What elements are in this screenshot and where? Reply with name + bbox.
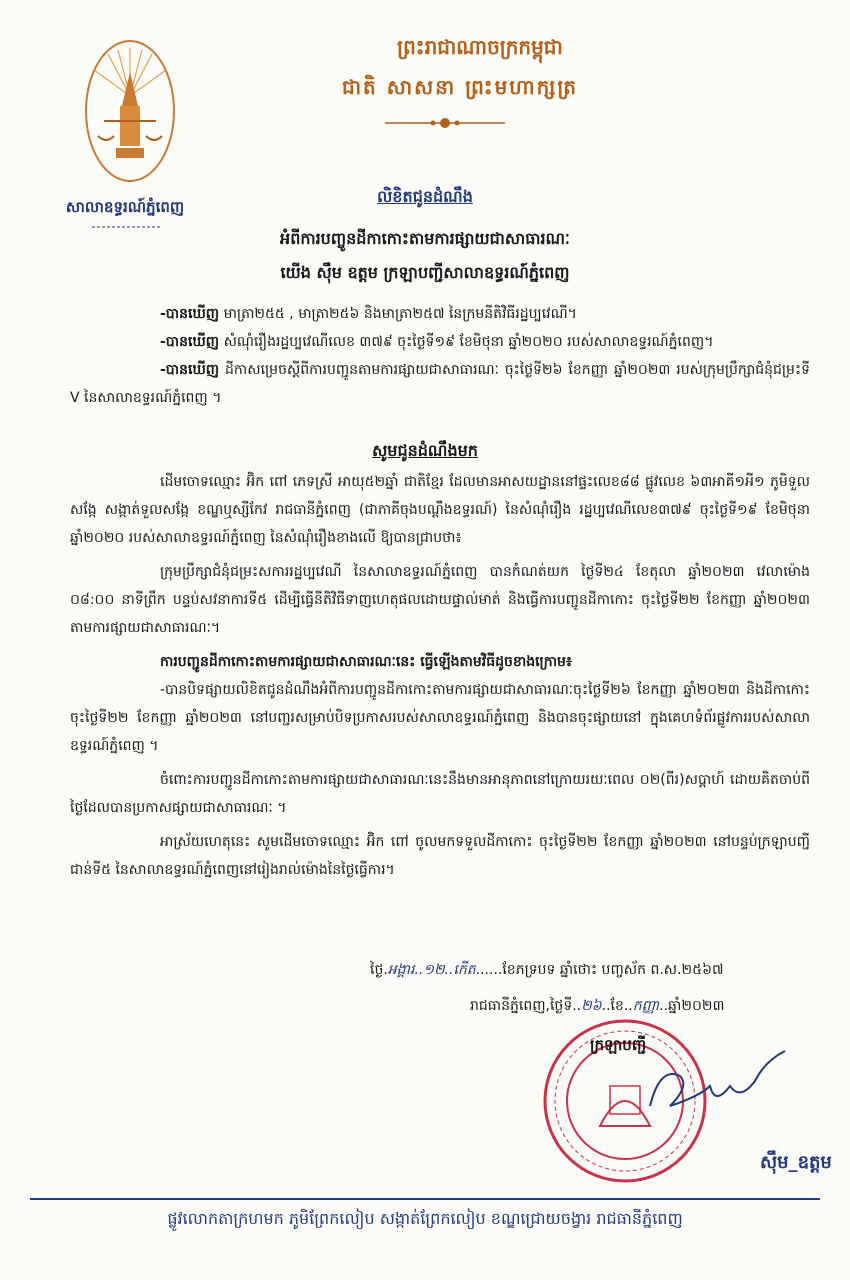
court-name: សាលាឧទ្ធរណ៍ភ្នំពេញ <box>65 198 185 216</box>
kingdom-title: ព្រះរាជាណាចក្រកម្ពុជា <box>397 35 563 59</box>
solar-prefix: រាជធានីភ្នំពេញ,ថ្ងៃទី.. <box>470 998 582 1014</box>
seen-lead: -បានឃើញ <box>160 362 220 378</box>
solar-day: ២៦ <box>581 998 602 1014</box>
document-title: លិខិតជូនដំណឹង <box>377 187 473 206</box>
paragraph-method: ការបញ្ជូនដីកាកោះតាមការផ្សាយជាសាធារណៈនេះ ធ្វើឡើងតាមវិធីដូចខាងក្រោម៖ <box>160 654 573 670</box>
seen-text: សំណុំរឿងរដ្ឋប្បវេណីលេខ ៣៧៩ ចុះថ្ងៃទី១៩ ខែមិថុនា ឆ្នាំ២០២០ របស់សាលាឧទ្ធរណ៍ភ្នំពេញ។ <box>219 334 714 350</box>
issuer-line: យើង ស៊ឹម ឧត្តម ក្រឡាបញ្ជីសាលាឧទ្ធរណ៍ភ្នំពេញ <box>280 263 570 282</box>
lunar-handwritten: អង្គារ..១២..កើត <box>387 962 476 978</box>
paragraph-plaintiff: ដើមចោទឈ្មោះ អ៊ិក ពៅ ភេទស្រី អាយុ៥២ឆ្នាំ ជាតិខ្មែរ ដែលមានអាសយដ្ឋាននៅផ្ទះលេខ៨៨ ផ្លូវលេខ ៦៣អាគី១អី១ ភូមិទួលសង្កែ សង្កាត់ទួលសង្កែ ខណ្ឌឬស្សីកែវ រាជធានីភ្នំពេញ (ជាភាគីចុងបណ្តឹងឧទ្ធរណ៍) នៃសំណុំរឿង រដ្ឋប្បវេណីលេខ៣៧៩ ចុះថ្ងៃទី១៩ ខែមិថុនា ឆ្នាំ២០២០ របស់សាលាឧទ្ធរណ៍ភ្នំពេញ នៃសំណុំរឿងខាងលើ ឱ្យបានជ្រាបថា៖ <box>70 474 810 546</box>
seen-clause-1 <box>70 300 810 328</box>
seen-clause-3 <box>70 356 810 412</box>
lunar-date <box>370 960 723 981</box>
ornament-divider-icon <box>385 116 505 130</box>
lunar-prefix: ថ្ងៃ. <box>370 962 388 978</box>
seen-text: មាត្រា២៥៥ , មាត្រា២៥៦ និងមាត្រា២៥៧ នៃក្រមនីតិវិធីរដ្ឋប្បវេណី។ <box>219 306 577 322</box>
solar-mid: ..ខែ.. <box>601 998 633 1014</box>
handwritten-signature <box>610 1036 830 1136</box>
notice-body <box>70 468 810 884</box>
solar-date <box>470 996 724 1017</box>
paragraph-hearing: ក្រុមប្រឹក្សាជំនុំជម្រះសការរដ្ឋប្បវេណី នៃសាលាឧទ្ធរណ៍ភ្នំពេញ បានកំណត់យក ថ្ងៃទី២៤ ខែតុលា ឆ្នាំ២០២៣ វេលាម៉ោង ០៨:០០ នាទីព្រឹក បន្ទប់សវនាការទី៥ ដើម្បីធ្វើនីតិវិធីទាញហេតុផលដោយផ្ទាល់មាត់ និងធ្វើការបញ្ជូនដីកាកោះ ចុះថ្ងៃទី២២ ខែកញ្ញា ឆ្នាំ២០២៣ តាមការផ្សាយជាសាធារណៈ។ <box>70 564 810 636</box>
paragraph-effect: ចំពោះការបញ្ជូនដីកាកោះតាមការផ្សាយជាសាធារណៈនេះនឹងមានអានុភាពនៅក្រោយរយៈពេល ០២(ពីរ)សប្តាហ៍ ដោយគិតចាប់ពីថ្ងៃដែលបានប្រកាសផ្សាយជាសាធារណៈ ។ <box>70 772 810 816</box>
solar-month: កញ្ញា <box>632 998 660 1014</box>
seen-text: ដីកាសម្រេចស្តីពីការបញ្ជូនតាមការផ្សាយជាសាធារណៈ ចុះថ្ងៃទី២៦ ខែកញ្ញា ឆ្នាំ២០២៣ របស់ក្រុមប្រឹក្សាជំនុំជម្រះទី V នៃសាលាឧទ្ធរណ៍ភ្នំពេញ ។ <box>70 362 810 406</box>
document-subject: អំពីការបញ្ចូនដីកាកោះតាមការផ្សាយជាសាធារណៈ <box>280 229 570 248</box>
seen-clauses <box>70 300 810 412</box>
national-motto: ជាតិ សាសនា ព្រះមហាក្សត្រ <box>342 75 578 99</box>
footer-address: ផ្លូវលោកតាក្រហមក ភូមិព្រែកលៀប សង្កាត់ព្រែកលៀប ខណ្ឌជ្រោយចង្វារ រាជធានីភ្នំពេញ <box>167 1209 683 1228</box>
solar-suffix: ..ឆ្នាំ២០២៣ <box>659 998 725 1014</box>
paragraph-summons: អាស្រ័យហេតុនេះ សូមដើមចោទឈ្មោះ អ៊ិក ពៅ ចូលមកទទួលដីកាកោះ ចុះថ្ងៃទី២២ ខែកញ្ញា ឆ្នាំ២០២៣ នៅបន្ទប់ក្រឡាបញ្ជីជាន់ទី៥ នៃសាលាឧទ្ធរណ៍ភ្នំពេញនៅរៀងរាល់ម៉ោងនៃថ្ងៃធ្វើការ។ <box>70 834 810 878</box>
signer-name: ស៊ឹម_ឧត្តម <box>760 1152 832 1173</box>
signer-title: ក្រឡាបញ្ជី <box>590 1036 647 1054</box>
seen-lead: -បានឃើញ <box>160 306 220 322</box>
court-emblem-icon <box>82 36 178 186</box>
paragraph-posting: -បានបិទផ្សាយលិខិតជូនដំណឹងអំពីការបញ្ជូនដីកាកោះតាមការផ្សាយជាសាធារណៈចុះថ្ងៃទី២៦ ខែកញ្ញា ឆ្នាំ២០២៣ និងដីកាកោះចុះថ្ងៃទី២២ ខែកញ្ញា ឆ្នាំ២០២៣ នៅបញ្ជរសម្រាប់បិទប្រកាសរបស់សាលាឧទ្ធរណ៍ភ្នំពេញ និងបានចុះផ្សាយនៅ ក្នុងគេហទំព័រផ្លូវការរបស់សាលាឧទ្ធរណ៍ភ្នំពេញ ។ <box>70 682 810 754</box>
footer-rule <box>30 1198 820 1200</box>
seen-lead: -បានឃើញ <box>160 334 220 350</box>
seen-clause-2 <box>70 328 810 356</box>
lunar-suffix: ......ខែភទ្របទ ឆ្នាំថោះ បញ្ចស័ក ព.ស.២៥៦៧ <box>475 962 724 978</box>
notice-heading: សូមជូនដំណឹងមក <box>372 441 478 460</box>
